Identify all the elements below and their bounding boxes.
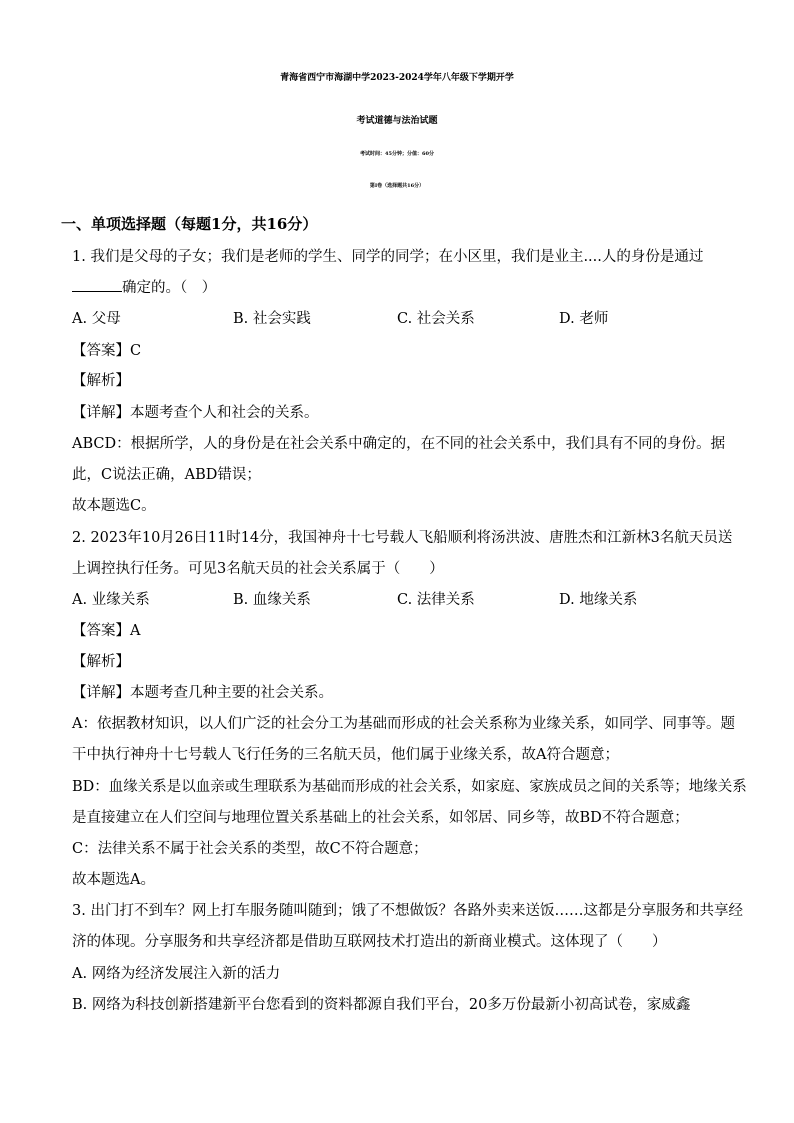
q3-option-b: B. 网络为科技创新搭建新平台您看到的资料都源自我们平台，20多万份最新小初高试卷，家威鑫 xyxy=(72,997,691,1013)
exam-title-line2: 考试道德与法治试题 xyxy=(356,116,438,126)
q2-body-line4: 是直接建立在人们空间与地理位置关系基础上的社会关系，如邻居、同乡等，故BD不符合题意； xyxy=(72,810,689,826)
q2-body-line2: 干中执行神舟十七号载人飞行任务的三名航天员，他们属于业缘关系，故A符合题意； xyxy=(72,747,619,763)
q2-body-line1: A：依据教材知识，以人们广泛的社会分工为基础而形成的社会关系称为业缘关系，如同学、同事等。题 xyxy=(72,716,735,732)
q2-option-b: B. 血缘关系 xyxy=(233,592,311,608)
q1-option-a: A. 父母 xyxy=(72,311,121,327)
q3-stem-line2: 济的体现。分享服务和共享经济都是借助互联网技术打造出的新商业模式。这体现了（ ） xyxy=(72,934,667,950)
q2-stem-line1: 2. 2023年10月26日11时14分，我国神舟十七号载人飞船顺利将汤洪波、唐胜杰和江新林3名航天员送 xyxy=(72,530,733,546)
q1-stem-line1: 1. 我们是父母的子女；我们是老师的学生、同学的同学；在小区里，我们是业主....人的身份是通过 xyxy=(72,249,704,265)
q2-option-c: C. 法律关系 xyxy=(397,592,475,608)
q1-stem-line2-text: 确定的。（ ） xyxy=(122,280,217,296)
q1-option-d: D. 老师 xyxy=(559,311,609,327)
q1-body-line2: 此，C说法正确，ABD错误； xyxy=(72,467,261,483)
q2-conclusion: 故本题选A。 xyxy=(72,872,155,888)
q2-analysis-label: 【解析】 xyxy=(72,654,130,670)
q1-body-line1: ABCD：根据所学，人的身份是在社会关系中确定的，在不同的社会关系中，我们具有不同的身份。据 xyxy=(72,436,726,452)
q1-option-b: B. 社会实践 xyxy=(233,311,311,327)
q1-detail: 【详解】本题考查个人和社会的关系。 xyxy=(72,405,319,421)
q2-body-line5: C：法律关系不属于社会关系的类型，故C不符合题意； xyxy=(72,841,428,857)
q1-stem-line2 xyxy=(72,276,216,297)
q1-option-c: C. 社会关系 xyxy=(397,311,475,327)
volume-label: 第Ⅰ卷（选择题共16分） xyxy=(369,183,425,189)
q2-answer: 【答案】A xyxy=(72,623,141,639)
q1-answer: 【答案】C xyxy=(72,343,142,359)
q1-analysis-label: 【解析】 xyxy=(72,373,130,389)
q1-conclusion: 故本题选C。 xyxy=(72,498,156,514)
q2-stem-line2: 上调控执行任务。可见3名航天员的社会关系属于（ ） xyxy=(72,561,444,577)
answer-blank xyxy=(72,277,122,292)
q2-option-d: D. 地缘关系 xyxy=(559,592,638,608)
q3-option-a: A. 网络为经济发展注入新的活力 xyxy=(72,966,281,982)
exam-info: 考试时间：45分钟；分值：60分 xyxy=(360,151,434,157)
q2-detail: 【详解】本题考查几种主要的社会关系。 xyxy=(72,685,333,701)
section-title: 一、单项选择题（每题1分，共16分） xyxy=(61,215,318,233)
q2-option-a: A. 业缘关系 xyxy=(72,592,150,608)
q3-stem-line1: 3. 出门打不到车？网上打车服务随叫随到；饿了不想做饭？各路外卖来送饭……这都是分享服务和共享经 xyxy=(72,903,743,919)
q2-body-line3: BD：血缘关系是以血亲或生理联系为基础而形成的社会关系，如家庭、家族成员之间的关系等；地缘关系 xyxy=(72,779,747,795)
exam-title-line1: 青海省西宁市海湖中学2023-2024学年八年级下学期开学 xyxy=(280,73,514,83)
